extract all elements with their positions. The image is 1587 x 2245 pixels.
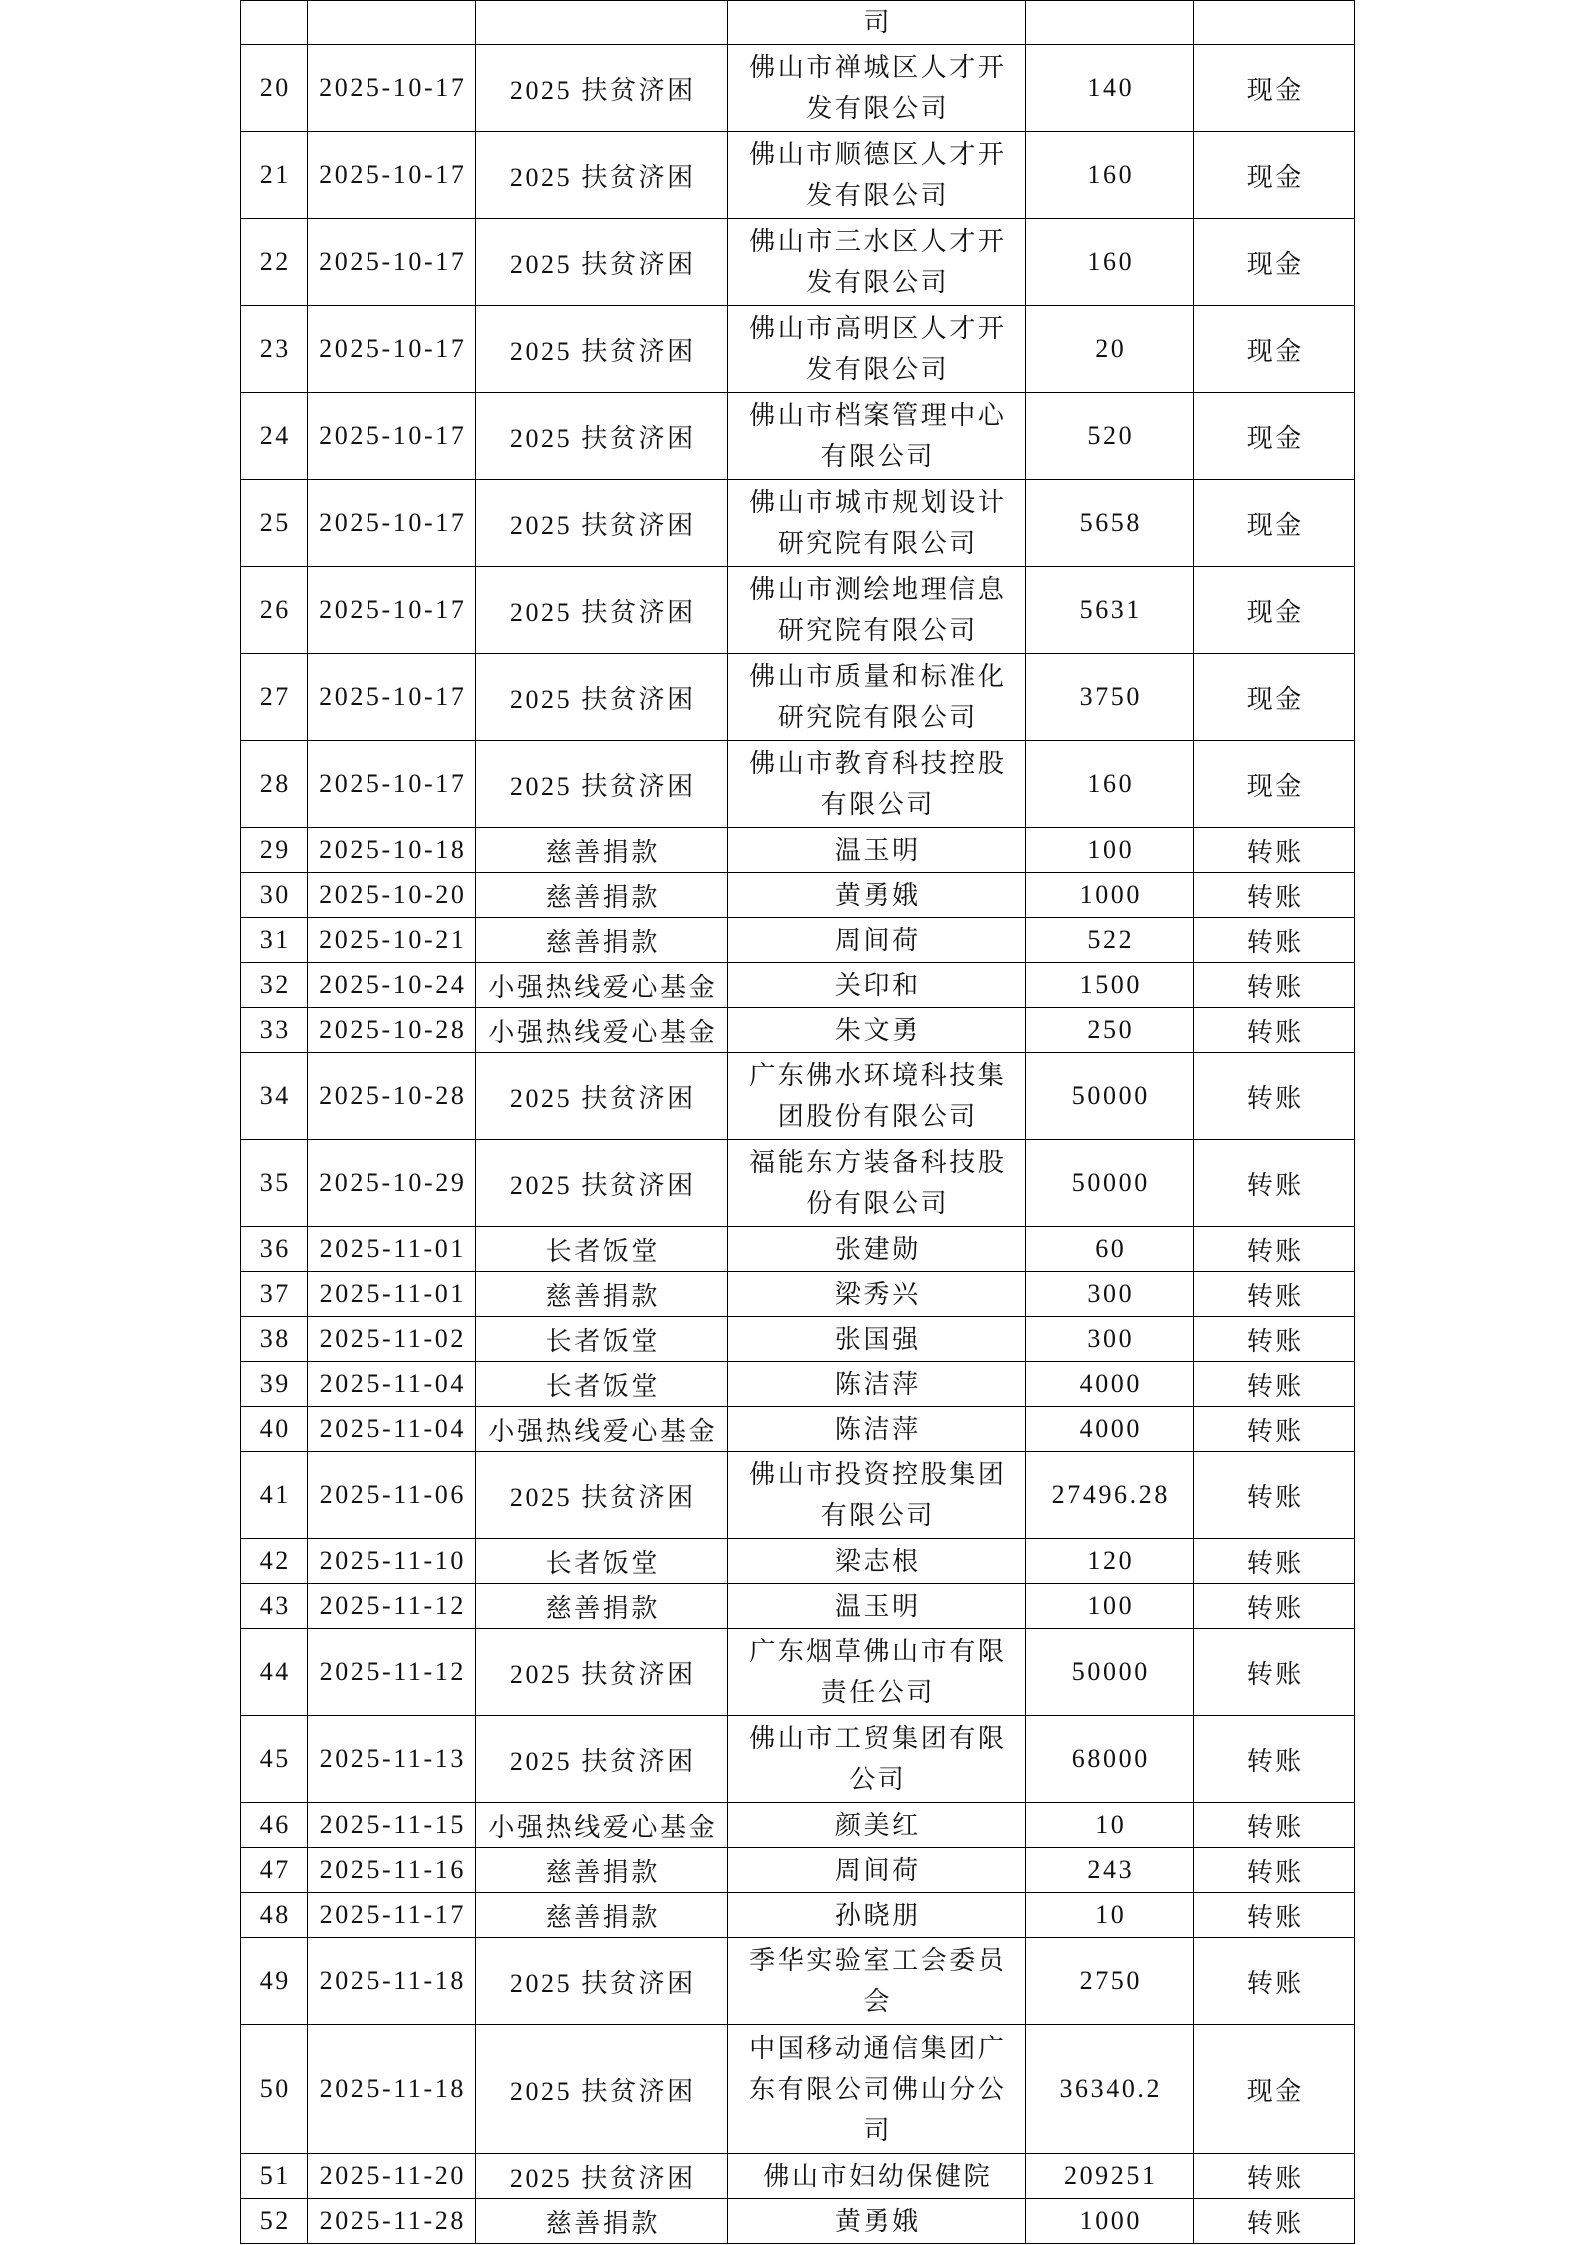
cell-amount: 2750 bbox=[1026, 1938, 1194, 2025]
cell-no: 48 bbox=[241, 1893, 308, 1938]
donor-name: 佛山市质量和标准化研究院有限公司 bbox=[749, 662, 1007, 732]
cell-project: 慈善捐款 bbox=[476, 2199, 728, 2244]
donor-name: 佛山市三水区人才开发有限公司 bbox=[749, 227, 1007, 297]
cell-no: 26 bbox=[241, 567, 308, 654]
cell-no: 49 bbox=[241, 1938, 308, 2025]
cell-method: 现金 bbox=[1194, 741, 1355, 828]
cell-method: 转账 bbox=[1194, 1227, 1355, 1272]
cell-donor bbox=[728, 1008, 1026, 1053]
cell-no: 23 bbox=[241, 306, 308, 393]
cell-no: 34 bbox=[241, 1053, 308, 1140]
cell-method: 现金 bbox=[1194, 654, 1355, 741]
cell-method: 转账 bbox=[1194, 1407, 1355, 1452]
cell-method: 转账 bbox=[1194, 1584, 1355, 1629]
cell-donor bbox=[728, 1053, 1026, 1140]
cell-project: 慈善捐款 bbox=[476, 1848, 728, 1893]
donor-name: 温玉明 bbox=[834, 835, 921, 865]
cell-method: 现金 bbox=[1194, 2025, 1355, 2154]
cell-method: 转账 bbox=[1194, 1893, 1355, 1938]
cell-date bbox=[308, 1, 476, 45]
cell-method: 转账 bbox=[1194, 1539, 1355, 1584]
cell-method: 转账 bbox=[1194, 2199, 1355, 2244]
cell-no: 29 bbox=[241, 828, 308, 873]
cell-amount: 20 bbox=[1026, 306, 1194, 393]
donor-name: 颜美红 bbox=[834, 1810, 921, 1840]
cell-amount: 1500 bbox=[1026, 963, 1194, 1008]
table-row bbox=[241, 1716, 1355, 1803]
table-row bbox=[241, 393, 1355, 480]
cell-project: 2025 扶贫济困 bbox=[476, 654, 728, 741]
cell-project: 小强热线爱心基金 bbox=[476, 963, 728, 1008]
cell-project: 2025 扶贫济困 bbox=[476, 1140, 728, 1227]
cell-method: 转账 bbox=[1194, 1317, 1355, 1362]
cell-donor bbox=[728, 306, 1026, 393]
cell-no: 38 bbox=[241, 1317, 308, 1362]
donor-name: 佛山市顺德区人才开发有限公司 bbox=[749, 140, 1007, 210]
cell-donor bbox=[728, 1716, 1026, 1803]
cell-method: 转账 bbox=[1194, 963, 1355, 1008]
cell-date: 2025-10-18 bbox=[308, 828, 476, 873]
table-row bbox=[241, 132, 1355, 219]
table-row bbox=[241, 1362, 1355, 1407]
cell-method: 现金 bbox=[1194, 45, 1355, 132]
cell-no: 40 bbox=[241, 1407, 308, 1452]
table-row bbox=[241, 1539, 1355, 1584]
table-row bbox=[241, 918, 1355, 963]
cell-project: 2025 扶贫济困 bbox=[476, 132, 728, 219]
cell-date: 2025-10-17 bbox=[308, 654, 476, 741]
cell-amount: 140 bbox=[1026, 45, 1194, 132]
cell-no: 20 bbox=[241, 45, 308, 132]
table-row bbox=[241, 1008, 1355, 1053]
cell-amount: 520 bbox=[1026, 393, 1194, 480]
cell-donor bbox=[728, 1227, 1026, 1272]
cell-project: 慈善捐款 bbox=[476, 918, 728, 963]
cell-date: 2025-10-17 bbox=[308, 219, 476, 306]
cell-method: 转账 bbox=[1194, 1803, 1355, 1848]
cell-donor bbox=[728, 873, 1026, 918]
cell-project: 慈善捐款 bbox=[476, 1272, 728, 1317]
cell-date: 2025-10-28 bbox=[308, 1008, 476, 1053]
cell-amount: 36340.2 bbox=[1026, 2025, 1194, 2154]
cell-amount: 1000 bbox=[1026, 2199, 1194, 2244]
cell-date: 2025-11-12 bbox=[308, 1584, 476, 1629]
cell-donor bbox=[728, 1362, 1026, 1407]
cell-no: 21 bbox=[241, 132, 308, 219]
cell-method: 转账 bbox=[1194, 873, 1355, 918]
donor-name: 佛山市测绘地理信息研究院有限公司 bbox=[749, 575, 1007, 645]
table-row bbox=[241, 1, 1355, 45]
cell-project: 小强热线爱心基金 bbox=[476, 1803, 728, 1848]
cell-method: 转账 bbox=[1194, 2154, 1355, 2199]
donor-name: 佛山市档案管理中心有限公司 bbox=[749, 401, 1007, 471]
cell-amount: 4000 bbox=[1026, 1407, 1194, 1452]
table-row bbox=[241, 963, 1355, 1008]
table-row bbox=[241, 1584, 1355, 1629]
table-row bbox=[241, 1227, 1355, 1272]
cell-amount: 50000 bbox=[1026, 1053, 1194, 1140]
cell-project: 慈善捐款 bbox=[476, 1893, 728, 1938]
table-row bbox=[241, 2154, 1355, 2199]
table-row bbox=[241, 1848, 1355, 1893]
cell-date: 2025-10-17 bbox=[308, 132, 476, 219]
cell-donor bbox=[728, 567, 1026, 654]
cell-method bbox=[1194, 1, 1355, 45]
cell-no: 51 bbox=[241, 2154, 308, 2199]
cell-amount: 100 bbox=[1026, 1584, 1194, 1629]
cell-amount: 27496.28 bbox=[1026, 1452, 1194, 1539]
cell-project: 2025 扶贫济困 bbox=[476, 1629, 728, 1716]
cell-no: 37 bbox=[241, 1272, 308, 1317]
cell-donor bbox=[728, 1584, 1026, 1629]
donor-name: 司 bbox=[863, 8, 893, 37]
cell-amount: 10 bbox=[1026, 1803, 1194, 1848]
cell-donor bbox=[728, 1272, 1026, 1317]
donor-name: 佛山市工贸集团有限公司 bbox=[749, 1724, 1007, 1794]
cell-project: 2025 扶贫济困 bbox=[476, 741, 728, 828]
cell-donor bbox=[728, 2199, 1026, 2244]
cell-project: 长者饭堂 bbox=[476, 1539, 728, 1584]
table-row bbox=[241, 1452, 1355, 1539]
cell-no: 46 bbox=[241, 1803, 308, 1848]
cell-donor bbox=[728, 2154, 1026, 2199]
cell-date: 2025-11-06 bbox=[308, 1452, 476, 1539]
cell-amount: 50000 bbox=[1026, 1140, 1194, 1227]
cell-method: 转账 bbox=[1194, 1452, 1355, 1539]
cell-donor bbox=[728, 1140, 1026, 1227]
cell-donor bbox=[728, 1317, 1026, 1362]
cell-date: 2025-10-21 bbox=[308, 918, 476, 963]
cell-amount: 160 bbox=[1026, 741, 1194, 828]
cell-method: 转账 bbox=[1194, 1362, 1355, 1407]
donor-name: 福能东方装备科技股份有限公司 bbox=[749, 1148, 1007, 1218]
cell-no: 43 bbox=[241, 1584, 308, 1629]
cell-date: 2025-10-17 bbox=[308, 741, 476, 828]
cell-method: 现金 bbox=[1194, 306, 1355, 393]
cell-donor bbox=[728, 1848, 1026, 1893]
cell-donor bbox=[728, 1893, 1026, 1938]
donor-name: 广东烟草佛山市有限责任公司 bbox=[749, 1637, 1007, 1707]
cell-no: 22 bbox=[241, 219, 308, 306]
donor-name: 佛山市投资控股集团有限公司 bbox=[749, 1460, 1007, 1530]
cell-project: 2025 扶贫济困 bbox=[476, 1938, 728, 2025]
cell-date: 2025-10-17 bbox=[308, 393, 476, 480]
cell-donor bbox=[728, 2025, 1026, 2154]
cell-method: 转账 bbox=[1194, 918, 1355, 963]
table-row bbox=[241, 741, 1355, 828]
cell-project: 小强热线爱心基金 bbox=[476, 1407, 728, 1452]
donor-name: 陈洁萍 bbox=[834, 1369, 921, 1399]
donor-name: 佛山市禅城区人才开发有限公司 bbox=[749, 53, 1007, 123]
table-row bbox=[241, 1938, 1355, 2025]
cell-date: 2025-11-13 bbox=[308, 1716, 476, 1803]
cell-amount: 4000 bbox=[1026, 1362, 1194, 1407]
cell-date: 2025-11-28 bbox=[308, 2199, 476, 2244]
cell-no: 47 bbox=[241, 1848, 308, 1893]
cell-amount: 60 bbox=[1026, 1227, 1194, 1272]
donor-name: 温玉明 bbox=[834, 1591, 921, 1621]
cell-no: 41 bbox=[241, 1452, 308, 1539]
cell-date: 2025-11-17 bbox=[308, 1893, 476, 1938]
donor-name: 佛山市城市规划设计研究院有限公司 bbox=[749, 488, 1007, 558]
table-row bbox=[241, 1407, 1355, 1452]
cell-donor bbox=[728, 1803, 1026, 1848]
table-row bbox=[241, 306, 1355, 393]
cell-no: 31 bbox=[241, 918, 308, 963]
cell-amount: 300 bbox=[1026, 1317, 1194, 1362]
cell-project: 2025 扶贫济困 bbox=[476, 480, 728, 567]
cell-amount: 300 bbox=[1026, 1272, 1194, 1317]
donor-name: 广东佛水环境科技集团股份有限公司 bbox=[749, 1061, 1007, 1131]
cell-no: 28 bbox=[241, 741, 308, 828]
cell-project: 2025 扶贫济困 bbox=[476, 1053, 728, 1140]
cell-no: 42 bbox=[241, 1539, 308, 1584]
cell-no: 33 bbox=[241, 1008, 308, 1053]
cell-donor bbox=[728, 1539, 1026, 1584]
cell-donor bbox=[728, 480, 1026, 567]
cell-method: 现金 bbox=[1194, 567, 1355, 654]
cell-amount: 209251 bbox=[1026, 2154, 1194, 2199]
donor-name: 梁志根 bbox=[834, 1546, 921, 1576]
cell-date: 2025-10-20 bbox=[308, 873, 476, 918]
donor-name: 梁秀兴 bbox=[834, 1279, 921, 1309]
table-row bbox=[241, 1629, 1355, 1716]
cell-no: 24 bbox=[241, 393, 308, 480]
cell-amount: 160 bbox=[1026, 219, 1194, 306]
cell-project: 2025 扶贫济困 bbox=[476, 219, 728, 306]
cell-donor bbox=[728, 219, 1026, 306]
cell-project: 2025 扶贫济困 bbox=[476, 393, 728, 480]
cell-amount bbox=[1026, 1, 1194, 45]
cell-method: 转账 bbox=[1194, 1053, 1355, 1140]
cell-no: 35 bbox=[241, 1140, 308, 1227]
donor-name: 佛山市高明区人才开发有限公司 bbox=[749, 314, 1007, 384]
cell-amount: 120 bbox=[1026, 1539, 1194, 1584]
cell-method: 转账 bbox=[1194, 1848, 1355, 1893]
cell-date: 2025-11-02 bbox=[308, 1317, 476, 1362]
cell-method: 转账 bbox=[1194, 1272, 1355, 1317]
cell-method: 现金 bbox=[1194, 219, 1355, 306]
cell-date: 2025-11-15 bbox=[308, 1803, 476, 1848]
cell-donor bbox=[728, 132, 1026, 219]
cell-project: 长者饭堂 bbox=[476, 1227, 728, 1272]
cell-no: 25 bbox=[241, 480, 308, 567]
cell-date: 2025-10-17 bbox=[308, 306, 476, 393]
cell-method: 转账 bbox=[1194, 1008, 1355, 1053]
cell-amount: 5631 bbox=[1026, 567, 1194, 654]
donor-name: 关印和 bbox=[834, 970, 921, 1000]
donor-name: 孙晓朋 bbox=[834, 1900, 921, 1930]
table-row bbox=[241, 567, 1355, 654]
donor-name: 佛山市教育科技控股有限公司 bbox=[749, 749, 1007, 819]
table-row bbox=[241, 219, 1355, 306]
cell-donor bbox=[728, 654, 1026, 741]
cell-date: 2025-11-16 bbox=[308, 1848, 476, 1893]
cell-project bbox=[476, 1, 728, 45]
cell-amount: 160 bbox=[1026, 132, 1194, 219]
cell-amount: 250 bbox=[1026, 1008, 1194, 1053]
cell-method: 现金 bbox=[1194, 393, 1355, 480]
table-row bbox=[241, 1317, 1355, 1362]
cell-project: 小强热线爱心基金 bbox=[476, 1008, 728, 1053]
cell-date: 2025-11-04 bbox=[308, 1362, 476, 1407]
cell-donor bbox=[728, 1629, 1026, 1716]
cell-donor bbox=[728, 828, 1026, 873]
cell-amount: 522 bbox=[1026, 918, 1194, 963]
cell-method: 现金 bbox=[1194, 132, 1355, 219]
table-row bbox=[241, 1272, 1355, 1317]
cell-method: 转账 bbox=[1194, 1716, 1355, 1803]
table-row bbox=[241, 1803, 1355, 1848]
table-row bbox=[241, 2025, 1355, 2154]
cell-amount: 5658 bbox=[1026, 480, 1194, 567]
cell-date: 2025-10-17 bbox=[308, 480, 476, 567]
cell-no: 27 bbox=[241, 654, 308, 741]
cell-date: 2025-10-17 bbox=[308, 567, 476, 654]
cell-project: 长者饭堂 bbox=[476, 1317, 728, 1362]
cell-date: 2025-11-12 bbox=[308, 1629, 476, 1716]
cell-date: 2025-11-04 bbox=[308, 1407, 476, 1452]
cell-amount: 50000 bbox=[1026, 1629, 1194, 1716]
cell-project: 慈善捐款 bbox=[476, 873, 728, 918]
table-row bbox=[241, 1140, 1355, 1227]
cell-project: 2025 扶贫济困 bbox=[476, 567, 728, 654]
cell-no: 50 bbox=[241, 2025, 308, 2154]
cell-no: 32 bbox=[241, 963, 308, 1008]
donor-name: 中国移动通信集团广东有限公司佛山分公司 bbox=[749, 2033, 1007, 2145]
cell-donor bbox=[728, 45, 1026, 132]
cell-no: 44 bbox=[241, 1629, 308, 1716]
table-row bbox=[241, 654, 1355, 741]
donor-name: 周间荷 bbox=[834, 925, 921, 955]
donor-name: 周间荷 bbox=[834, 1855, 921, 1885]
cell-project: 慈善捐款 bbox=[476, 1584, 728, 1629]
cell-amount: 3750 bbox=[1026, 654, 1194, 741]
table-row bbox=[241, 480, 1355, 567]
cell-donor bbox=[728, 1452, 1026, 1539]
cell-method: 转账 bbox=[1194, 1140, 1355, 1227]
donor-name: 张建勋 bbox=[834, 1234, 921, 1264]
cell-date: 2025-10-24 bbox=[308, 963, 476, 1008]
cell-no: 45 bbox=[241, 1716, 308, 1803]
cell-amount: 243 bbox=[1026, 1848, 1194, 1893]
donor-name: 朱文勇 bbox=[834, 1015, 921, 1045]
cell-project: 2025 扶贫济困 bbox=[476, 306, 728, 393]
cell-date: 2025-11-01 bbox=[308, 1227, 476, 1272]
cell-project: 长者饭堂 bbox=[476, 1362, 728, 1407]
table-row bbox=[241, 1053, 1355, 1140]
cell-amount: 68000 bbox=[1026, 1716, 1194, 1803]
table-row bbox=[241, 828, 1355, 873]
cell-amount: 1000 bbox=[1026, 873, 1194, 918]
cell-donor bbox=[728, 918, 1026, 963]
cell-date: 2025-11-18 bbox=[308, 2025, 476, 2154]
table-row bbox=[241, 873, 1355, 918]
cell-donor bbox=[728, 963, 1026, 1008]
cell-project: 2025 扶贫济困 bbox=[476, 2025, 728, 2154]
cell-method: 转账 bbox=[1194, 1938, 1355, 2025]
cell-date: 2025-11-10 bbox=[308, 1539, 476, 1584]
cell-project: 2025 扶贫济困 bbox=[476, 1716, 728, 1803]
cell-method: 转账 bbox=[1194, 1629, 1355, 1716]
cell-project: 2025 扶贫济困 bbox=[476, 2154, 728, 2199]
cell-amount: 100 bbox=[1026, 828, 1194, 873]
cell-date: 2025-10-29 bbox=[308, 1140, 476, 1227]
cell-donor bbox=[728, 393, 1026, 480]
cell-donor bbox=[728, 1, 1026, 45]
cell-project: 2025 扶贫济困 bbox=[476, 1452, 728, 1539]
donor-name: 黄勇娥 bbox=[834, 2206, 921, 2236]
cell-no: 30 bbox=[241, 873, 308, 918]
cell-amount: 10 bbox=[1026, 1893, 1194, 1938]
table-row bbox=[241, 45, 1355, 132]
donor-name: 陈洁萍 bbox=[834, 1414, 921, 1444]
cell-date: 2025-10-28 bbox=[308, 1053, 476, 1140]
cell-method: 现金 bbox=[1194, 480, 1355, 567]
table-row bbox=[241, 1893, 1355, 1938]
donation-table bbox=[240, 0, 1355, 2244]
cell-no: 36 bbox=[241, 1227, 308, 1272]
cell-donor bbox=[728, 1938, 1026, 2025]
donor-name: 季华实验室工会委员会 bbox=[749, 1946, 1007, 2016]
cell-date: 2025-11-01 bbox=[308, 1272, 476, 1317]
cell-donor bbox=[728, 1407, 1026, 1452]
cell-date: 2025-11-20 bbox=[308, 2154, 476, 2199]
cell-no bbox=[241, 1, 308, 45]
table-row bbox=[241, 2199, 1355, 2244]
donor-name: 黄勇娥 bbox=[834, 880, 921, 910]
cell-date: 2025-11-18 bbox=[308, 1938, 476, 2025]
cell-no: 39 bbox=[241, 1362, 308, 1407]
cell-project: 2025 扶贫济困 bbox=[476, 45, 728, 132]
cell-project: 慈善捐款 bbox=[476, 828, 728, 873]
cell-method: 转账 bbox=[1194, 828, 1355, 873]
cell-date: 2025-10-17 bbox=[308, 45, 476, 132]
donor-name: 佛山市妇幼保健院 bbox=[763, 2161, 993, 2191]
cell-no: 52 bbox=[241, 2199, 308, 2244]
donor-name: 张国强 bbox=[834, 1324, 921, 1354]
cell-donor bbox=[728, 741, 1026, 828]
